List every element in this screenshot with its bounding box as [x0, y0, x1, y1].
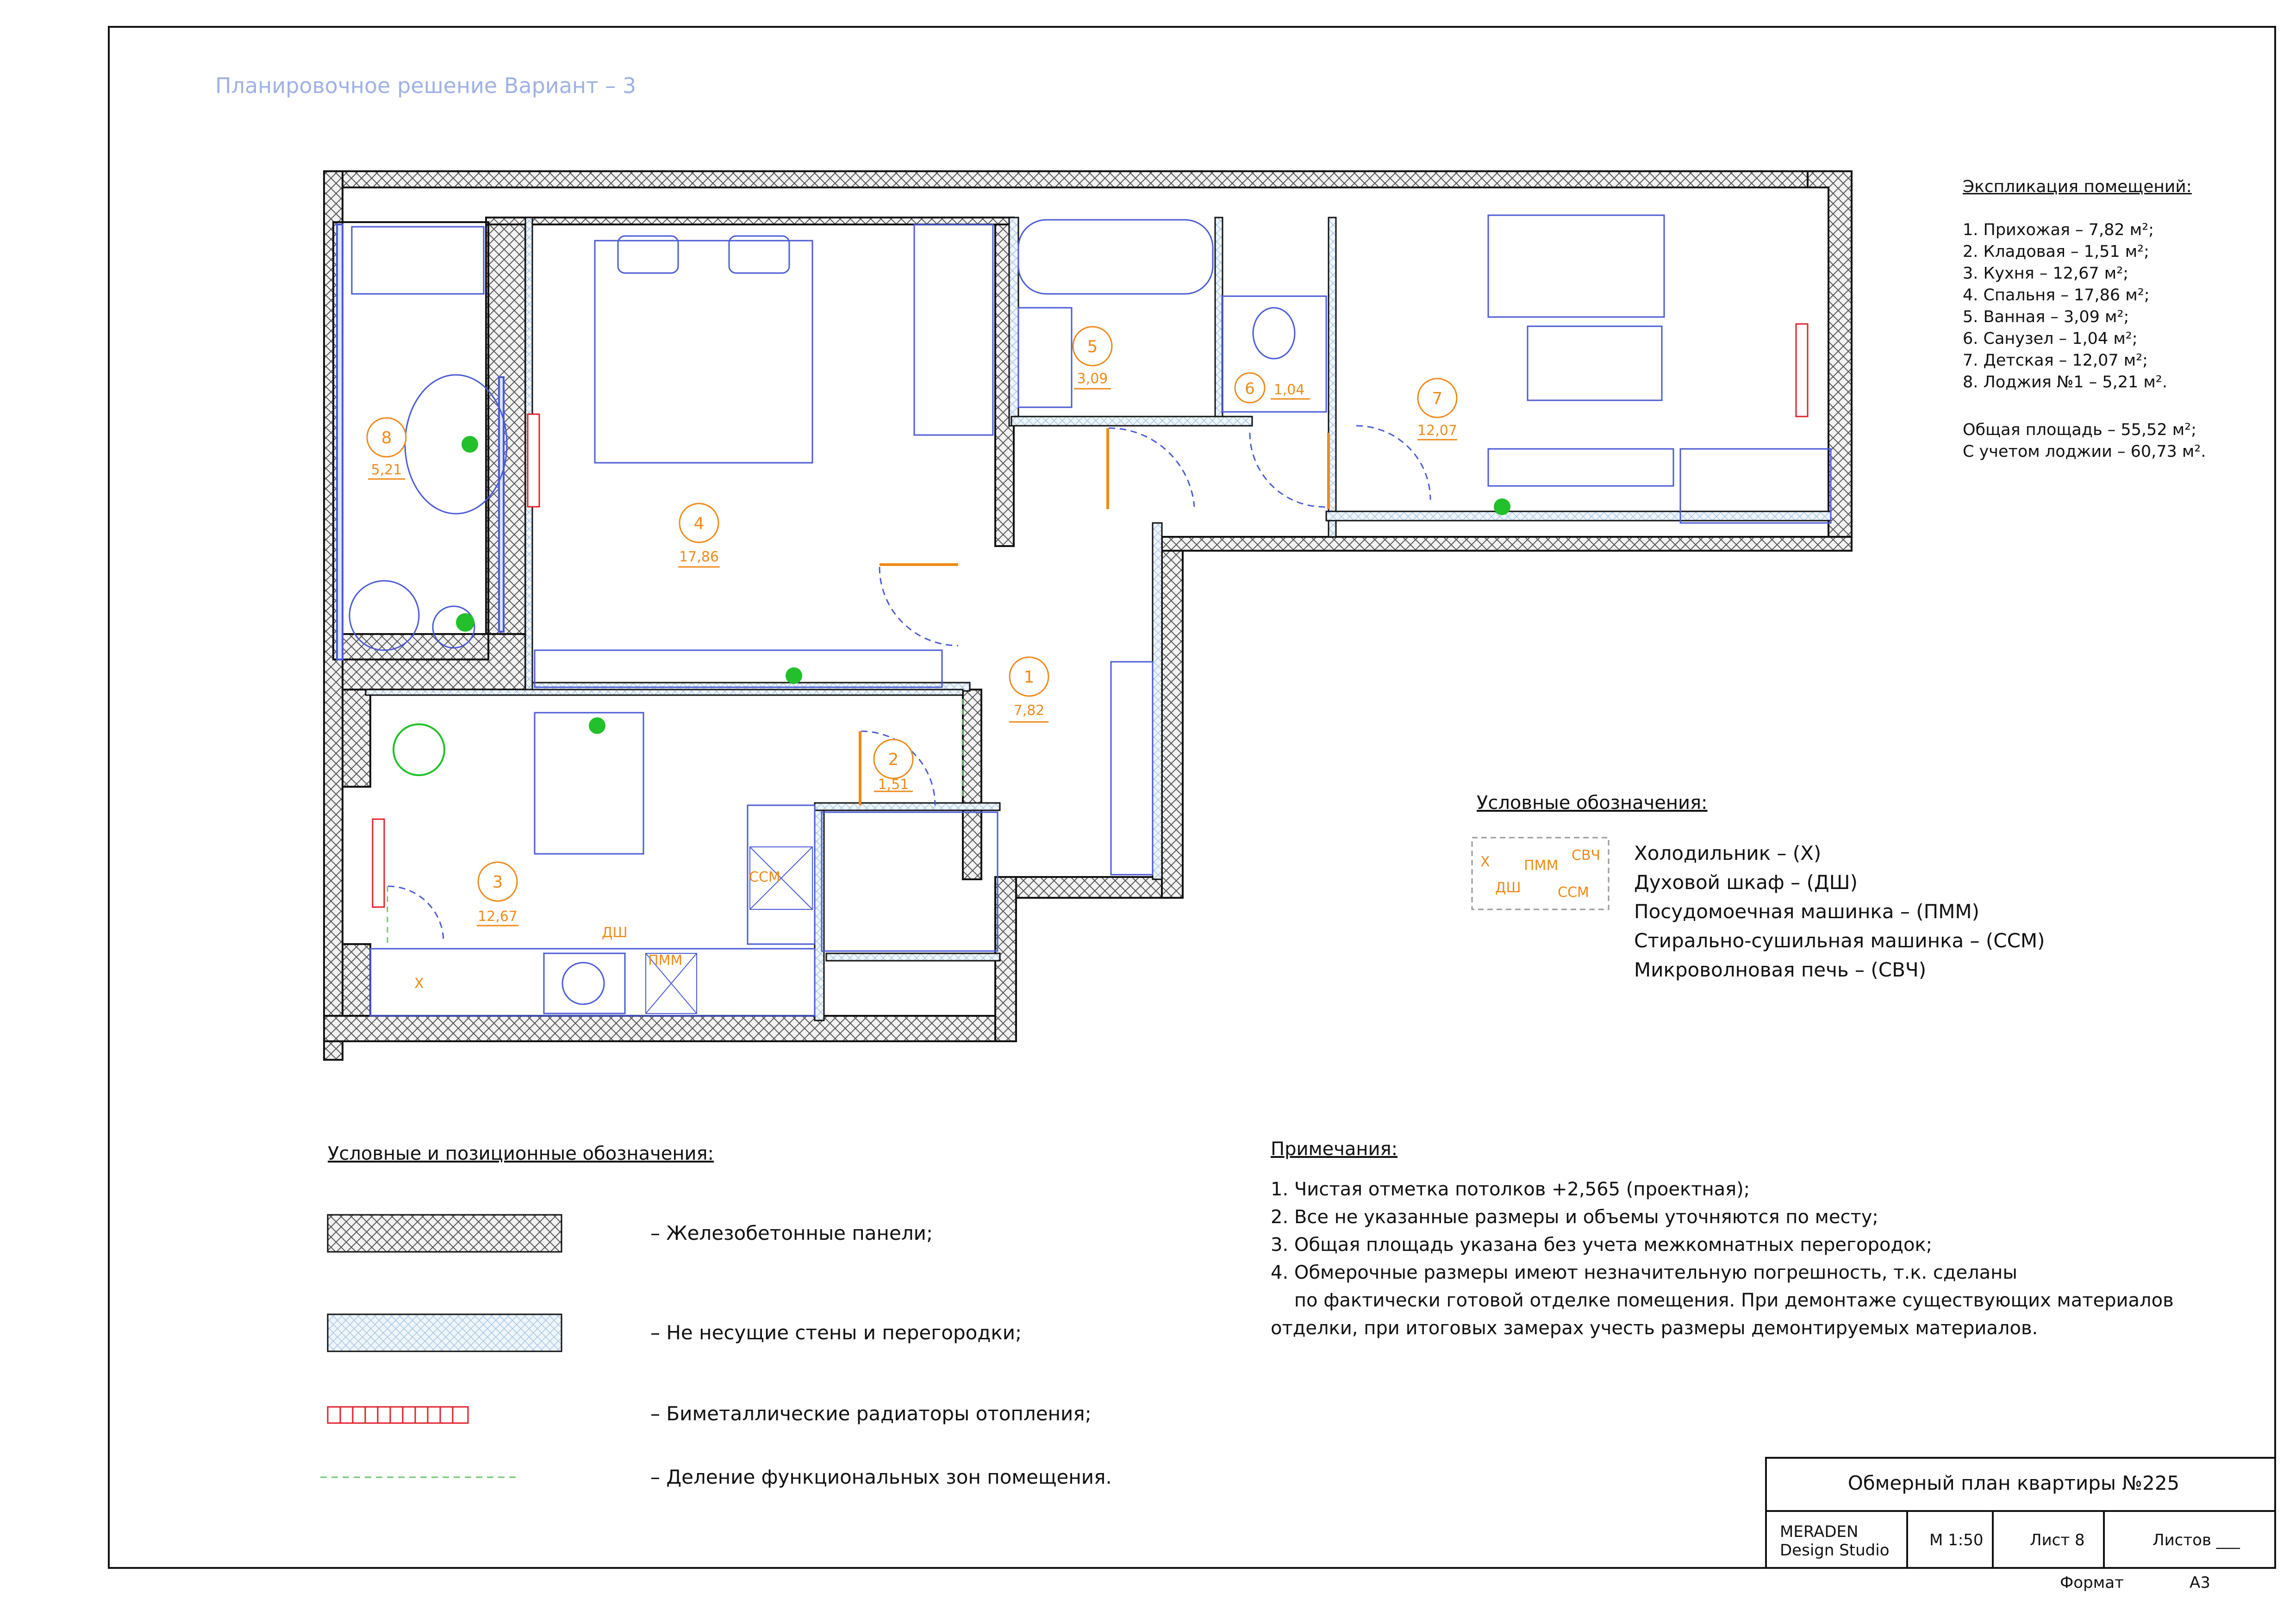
oven-code: ДШ [602, 925, 628, 941]
format-label: Формат [2060, 1573, 2124, 1592]
sheet-number: Лист 8 [2030, 1531, 2085, 1549]
zone-divider-lines [387, 699, 963, 946]
dishwasher-code: ПММ [648, 952, 683, 969]
appliance-legend-title: Условные обозначения: [1477, 792, 1708, 814]
room-2-area: 1,51 [878, 777, 909, 793]
room-2-number: 2 [888, 750, 899, 769]
appliance-legend-list: Холодильник – (Х) Духовой шкаф – (ДШ) Посудомоечная машинка – (ПММ) Стирально-сушильная машинка – (ССМ) Микроволновая печь – (СВЧ) [1634, 842, 2045, 981]
room-1-number: 1 [1023, 668, 1035, 687]
door-leaves [860, 428, 1329, 805]
appliance-crosses [646, 847, 812, 1014]
legend-code-washer: ССМ [1558, 884, 1589, 901]
scale-value: М 1:50 [1929, 1531, 1984, 1549]
explication-totals: Общая площадь – 55,52 м²; С учетом лоджии – 60,73 м². [1963, 421, 2206, 461]
fridge-code: Х [414, 976, 424, 992]
room-2-label [874, 740, 913, 793]
symbol-label-zones: – Деление функциональных зон помещения. [650, 1466, 1112, 1488]
room-5-area: 3,09 [1077, 371, 1108, 387]
swatch-concrete-panels [328, 1215, 562, 1252]
studio-name: MERADEN [1780, 1523, 1859, 1541]
symbol-label-partitions: – Не несущие стены и перегородки; [650, 1321, 1022, 1344]
radiators [373, 324, 1808, 907]
notes-text: 1. Чистая отметка потолков +2,565 (проектная); 2. Все не указанные размеры и объемы уточняются по месту; 3. Общая площадь указана без учета межкомнатных перегородок; 4. Обмерочные размеры имеют незначительную погрешность, т.к. сделаны по фактически готовой отделке помещения. При демонтаже существующих материалов отделки, при итоговых замерах учесть размеры демонтируемых материалов. [1271, 1179, 2174, 1339]
legend-code-oven: ДШ [1495, 880, 1521, 896]
room-8-area: 5,21 [371, 462, 402, 478]
room-3-number: 3 [492, 873, 503, 892]
room-6-number: 6 [1245, 379, 1255, 398]
studio-subtitle: Design Studio [1780, 1541, 1890, 1560]
room-3-area: 12,67 [478, 908, 518, 925]
legend-code-microwave: СВЧ [1572, 847, 1601, 864]
legend-code-dishwasher: ПММ [1524, 858, 1559, 874]
room-3-label [477, 862, 518, 926]
sheets-total: Листов ___ [2152, 1531, 2240, 1549]
washer-code: ССМ [749, 869, 780, 885]
symbols-title: Условные и позиционные обозначения: [328, 1143, 714, 1164]
room-5-label [1073, 327, 1112, 389]
room-4-label [678, 504, 720, 567]
room-4-area: 17,86 [679, 549, 719, 565]
plants [393, 436, 1510, 775]
room-8-number: 8 [381, 429, 392, 448]
room-7-area: 12,07 [1417, 423, 1457, 439]
appliance-legend-codes [1480, 847, 1600, 901]
format-value: А3 [2190, 1573, 2210, 1592]
room-1-area: 7,82 [1013, 703, 1045, 719]
notes-title: Примечания: [1271, 1138, 1398, 1160]
room-7-label [1417, 379, 1457, 440]
symbol-label-radiators: – Биметаллические радиаторы отопления; [650, 1402, 1092, 1425]
room-5-number: 5 [1087, 337, 1098, 356]
room-4-number: 4 [693, 514, 705, 533]
room-6-area: 1,04 [1273, 382, 1305, 398]
explication-title: Экспликация помещений: [1963, 177, 2192, 196]
room-8-label [367, 418, 406, 479]
room-6-label [1235, 373, 1310, 403]
concrete-walls [324, 171, 1852, 1060]
legend-code-fridge: Х [1480, 854, 1490, 870]
sheet-title: Планировочное решение Вариант – 3 [215, 73, 636, 98]
loggia [333, 222, 504, 659]
room-7-number: 7 [1432, 389, 1443, 408]
swatch-non-bearing-walls [328, 1314, 562, 1351]
explication-list: 1. Прихожая – 7,82 м²; 2. Кладовая – 1,51 м²; 3. Кухня – 12,67 м²; 4. Спальня – 17,86 м²; 5. Ванная – 3,09 м²; 6. Санузел – 1,04 м²; 7. Детская – 12,07 м²; 8. Лоджия №1 – 5,21 м². [1963, 221, 2167, 392]
room-1-label [1009, 657, 1048, 722]
appliance-labels [414, 869, 780, 992]
symbol-label-concrete: – Железобетонные панели; [650, 1222, 933, 1244]
title-block-title: Обмерный план квартиры №225 [1847, 1472, 2180, 1494]
swatch-radiator [328, 1407, 468, 1423]
